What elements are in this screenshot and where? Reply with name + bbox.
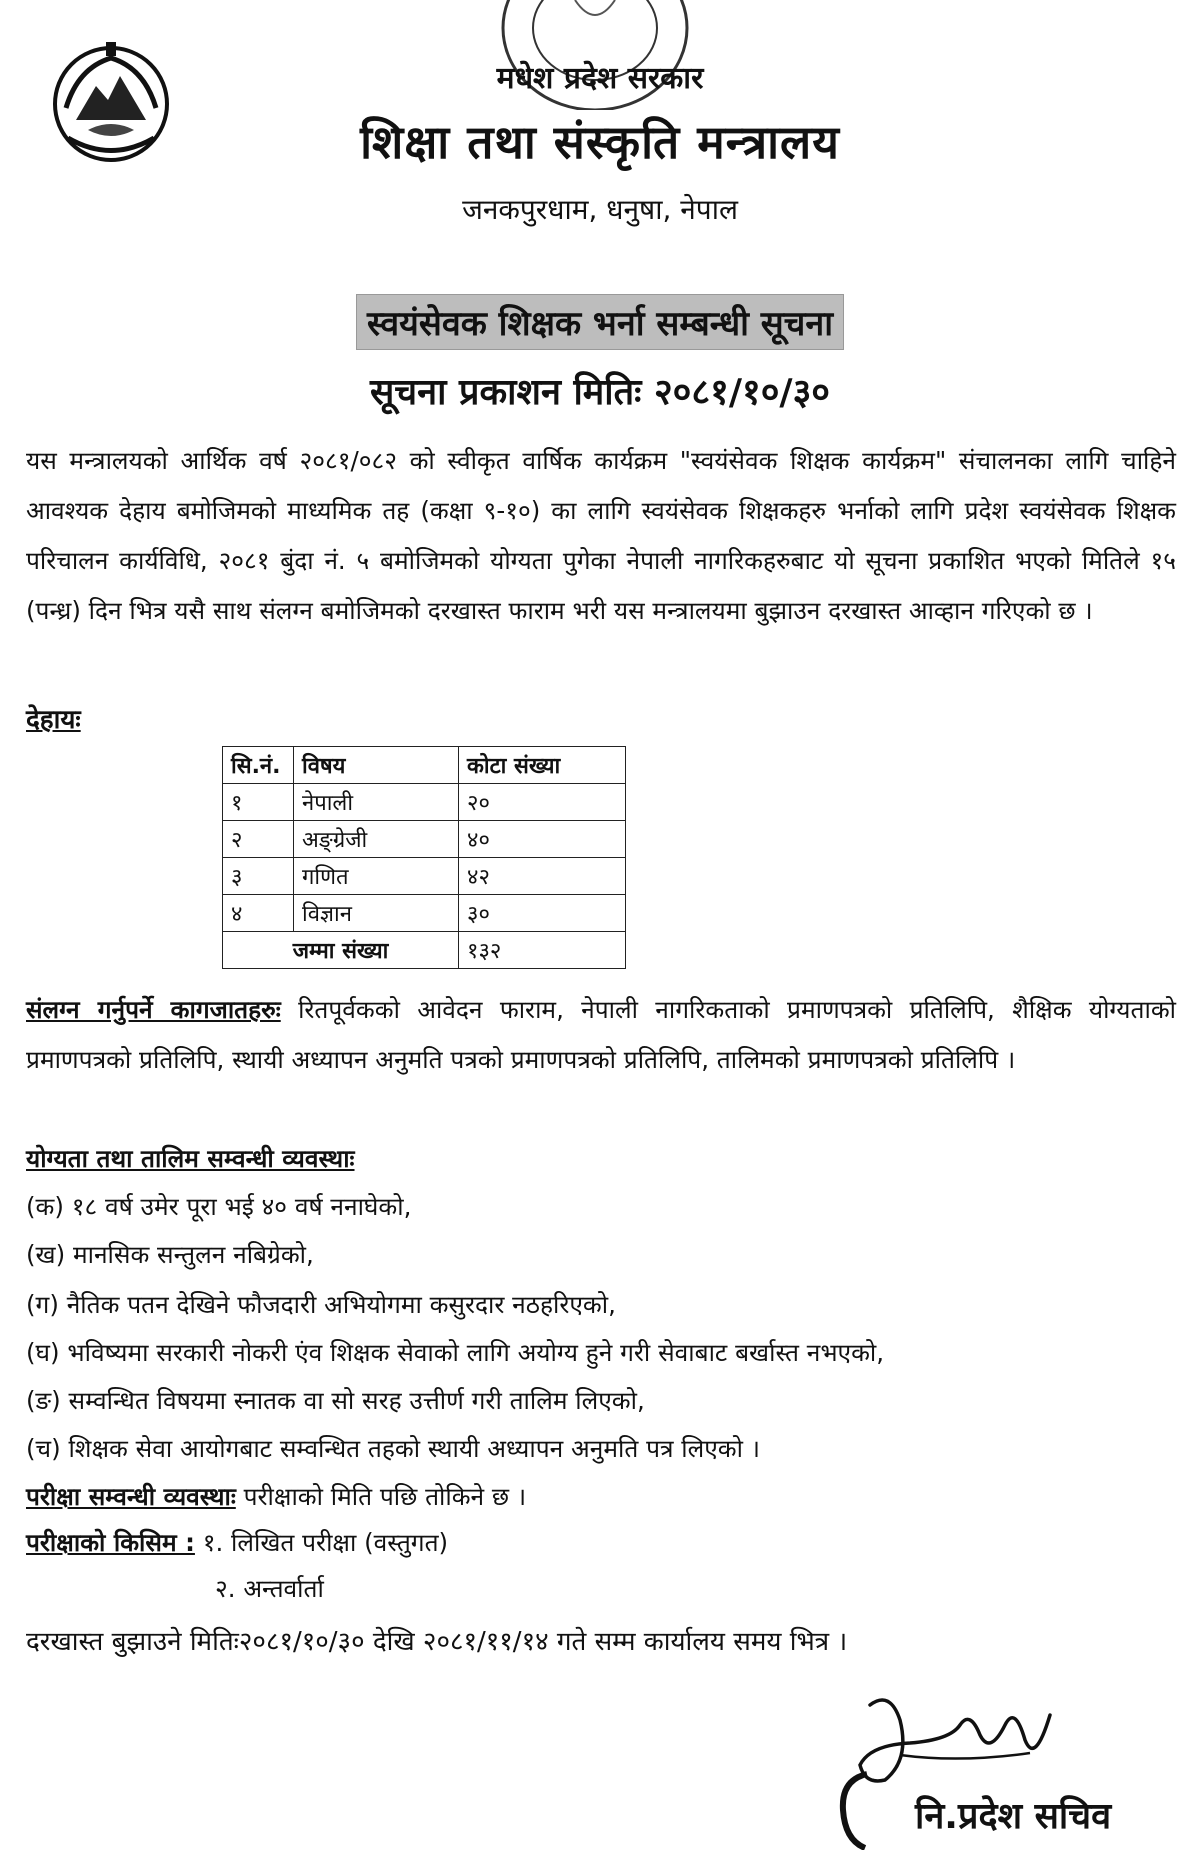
table-row <box>223 895 626 932</box>
cell-quota: ४२ <box>459 858 626 895</box>
exam-type-item: २. अन्तर्वार्ता <box>215 1574 324 1603</box>
cell-quota: ३० <box>459 895 626 932</box>
eligibility-item: (क) १८ वर्ष उमेर पूरा भई ४० वर्ष ननाघेको, <box>26 1192 412 1221</box>
eligibility-item: (ख) मानसिक सन्तुलन नबिग्रेको, <box>26 1240 314 1269</box>
exam-type-heading: परीक्षाको किसिम : <box>26 1528 195 1557</box>
ministry-address: जनकपुरधाम, धनुषा, नेपाल <box>462 193 738 226</box>
signature-bracket-icon <box>835 1770 875 1850</box>
eligibility-item: (ङ) सम्वन्धित विषयमा स्नातक वा सो सरह उत्तीर्ण गरी तालिम लिएको, <box>26 1386 645 1415</box>
signatory-title: नि.प्रदेश सचिव <box>915 1796 1112 1837</box>
exam-type-item: १. लिखित परीक्षा (वस्तुगत) <box>202 1528 449 1557</box>
application-deadline: दरखास्त बुझाउने मितिः२०८१/१०/३० देखि २०८१/११/१४ गते सम्म कार्यालय समय भित्र । <box>26 1627 848 1657</box>
cell-quota: ४० <box>459 821 626 858</box>
cell-subject: गणित <box>294 858 459 895</box>
ministry-name: शिक्षा तथा संस्कृति मन्त्रालय <box>360 115 840 169</box>
total-label: जम्मा संख्या <box>223 932 459 969</box>
table-total-row <box>223 932 626 969</box>
exam-arrangement <box>26 1480 526 1513</box>
cell-quota: २० <box>459 784 626 821</box>
eligibility-item: (च) शिक्षक सेवा आयोगबाट सम्वन्धित तहको स्थायी अध्यापन अनुमति पत्र लिएको । <box>26 1434 761 1463</box>
total-value: १३२ <box>459 932 626 969</box>
documents-text: रितपूर्वकको आवेदन फाराम, नेपाली नागरिकताको प्रमाणपत्रको प्रतिलिपि, शैक्षिक योग्यताको प्रमाणपत्रको प्रतिलिपि, स्थायी अध्यापन अनुमति पत्रको प्रमाणपत्रको प्रतिलिपि, तालिमको प्रमाणपत्रको प्रतिलिपि । <box>26 995 1176 1074</box>
table-header-row <box>223 747 626 784</box>
eligibility-item: (घ) भविष्यमा सरकारी नोकरी एंव शिक्षक सेवाको लागि अयोग्य हुने गरी सेवाबाट बर्खास्त नभएको, <box>26 1338 885 1367</box>
eligibility-item: (ग) नैतिक पतन देखिने फौजदारी अभियोगमा कसुरदार नठहरिएको, <box>26 1290 616 1319</box>
table-row <box>223 821 626 858</box>
table-row <box>223 858 626 895</box>
exam-arrangement-text: परीक्षाको मिति पछि तोकिने छ । <box>243 1482 527 1511</box>
exam-arrangement-heading: परीक्षा सम्वन्धी व्यवस्थाः <box>26 1482 236 1511</box>
publication-date: सूचना प्रकाशन मितिः २०८१/१०/३० <box>369 372 831 413</box>
documents-section <box>26 985 1176 1085</box>
notice-title: स्वयंसेवक शिक्षक भर्ना सम्बन्धी सूचना <box>356 294 844 350</box>
cell-subject: विज्ञान <box>294 895 459 932</box>
notice-title-wrap <box>0 294 1200 350</box>
cell-serial: ३ <box>223 858 294 895</box>
documents-heading: संलग्न गर्नुपर्ने कागजातहरुः <box>26 995 281 1024</box>
cell-subject: नेपाली <box>294 784 459 821</box>
province-name: मधेश प्रदेश सरकार <box>496 61 704 96</box>
cell-serial: ४ <box>223 895 294 932</box>
exam-type <box>26 1526 448 1559</box>
col-subject: विषय <box>294 747 459 784</box>
col-quota: कोटा संख्या <box>459 747 626 784</box>
cell-serial: २ <box>223 821 294 858</box>
cell-serial: १ <box>223 784 294 821</box>
cell-subject: अङ्ग्रेजी <box>294 821 459 858</box>
quota-table <box>222 746 626 969</box>
table-row <box>223 784 626 821</box>
eligibility-heading: योग्यता तथा तालिम सम्वन्धी व्यवस्थाः <box>26 1144 355 1173</box>
table-heading: देहायः <box>26 705 81 735</box>
col-serial: सि.नं. <box>223 747 294 784</box>
notice-body: यस मन्त्रालयको आर्थिक वर्ष २०८१/०८२ को स्वीकृत वार्षिक कार्यक्रम "स्वयंसेवक शिक्षक कार्यक्रम" संचालनका लागि चाहिने आवश्यक देहाय बमोजिमको माध्यमिक तह (कक्षा ९-१०) का लागि स्वयंसेवक शिक्षकहरु भर्नाको लागि प्रदेश स्वयंसेवक शिक्षक परिचालन कार्यविधि, २०८१ बुंदा नं. ५ बमोजिमको योग्यता पुगेका नेपाली नागरिकहरुबाट यो सूचना प्रकाशित भएको मितिले १५ (पन्ध्र) दिन भित्र यसै साथ संलग्न बमोजिमको दरखास्त फाराम भरी यस मन्त्रालयमा बुझाउन दरखास्त आव्हान गरिएको छ । <box>26 446 1176 625</box>
